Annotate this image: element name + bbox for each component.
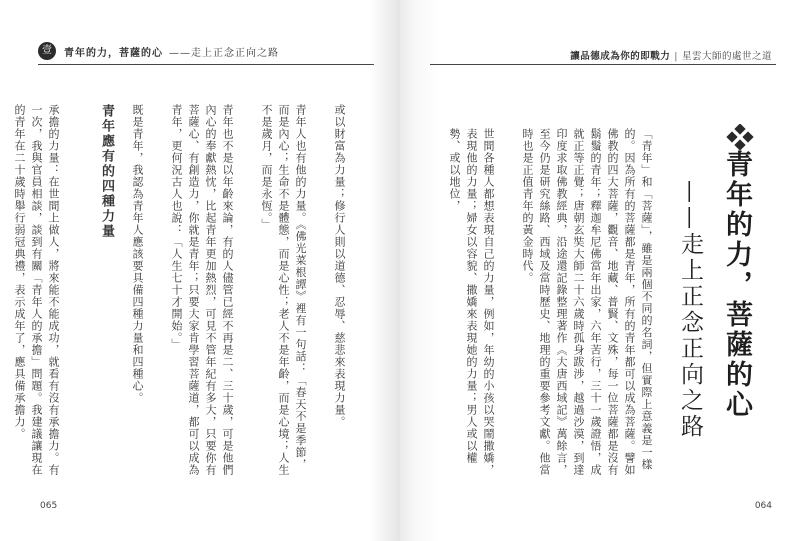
page-number-left: 065 xyxy=(40,501,58,511)
page-number-right: 064 xyxy=(754,501,772,511)
right-body-text xyxy=(446,128,655,480)
left-paragraph-1: 或以財富為力量；修行人則以道德、忍辱、慈悲來表現力量。 xyxy=(333,104,346,428)
header-rule-left xyxy=(38,64,374,65)
header-rule-right xyxy=(430,64,776,65)
left-paragraph-5: 承擔的力量：在世間上做人，將來能不能成功，就看有沒有承擔力。有一次，我與官員相談，談到有關「青年人的承擔」問題。我建議讓現在的青年在二十歲時舉行弱冠典禮，表示成年了，應具備承擔力。 xyxy=(13,104,60,476)
right-paragraph-2: 世間各種人都想表現自己的力量，例如，年幼的小孩以哭鬧撒嬌，表現他的力量；婦女以容貌、撒嬌來表現她的力量；男人或以權勢、或以地位， xyxy=(448,128,495,476)
running-header-left xyxy=(38,42,279,60)
header-subtitle-right: 星雲大師的處世之道 xyxy=(681,51,772,62)
chapter-badge: 壹 xyxy=(38,42,56,60)
left-paragraph-3: 青年也不是以年齡來論，有的人儘管已經不再是二、三十歲，可是他們內心的奉獻熱忱，比起青年更加熱烈，可見不管年紀有多大，只要你有菩薩心、有創造力，你就是青年；只要大家肯學習菩薩道，都可以成為青年，更何況古人也說：「人生七十才開始。」 xyxy=(170,104,234,476)
header-title-right: 讓品德成為你的即戰力 xyxy=(570,51,671,62)
chapter-title: 青年的力，菩薩的心 xyxy=(721,150,752,420)
diamond-ornament-icon xyxy=(722,124,758,152)
header-subtitle-left: ——走上正念正向之路 xyxy=(169,47,279,59)
chapter-subtitle: ——走上正念正向之路 xyxy=(677,180,703,440)
header-separator: | xyxy=(674,51,678,62)
header-title-left: 青年的力，菩薩的心 xyxy=(64,47,163,59)
right-paragraph-1: 「青年」和「菩薩」，雖是兩個不同的名詞，但實際上意義是一樣的。因為所有的菩薩都是青年，所有的青年都可以成為菩薩。譬如佛教的四大菩薩，觀音、地藏、普賢、文殊，每一位菩薩都是沒有鬍鬚的青年；釋迦牟尼佛當年出家，六年苦行，三十一歲證悟，成就正等正覺；唐朝玄奘大師二十六歲時孤身跋涉，越過沙漠，到達印度求取佛教經典，沿途還記錄整理著作《大唐西域記》萬餘言，至今仍是研究絲路、西域及當時歷史、地理的重要參考文獻。他當時也是正值青年的黃金時代。 xyxy=(521,128,653,476)
left-paragraph-4: 既是青年，我認為青年人應該要具備四種力量和四種心。 xyxy=(131,104,144,404)
left-paragraph-2: 青年人也有他的力量。《佛光菜根譚》裡有一句話：「春天不是季節，而是內心；生命不是體態，而是心性；老人不是年齡，而是心境；人生不是歲月，而是永恆。」 xyxy=(260,104,307,476)
section-heading: 青年應有的四種力量 xyxy=(99,104,114,239)
left-body-text xyxy=(11,104,348,476)
right-page xyxy=(400,0,800,541)
running-header-right xyxy=(570,48,772,62)
